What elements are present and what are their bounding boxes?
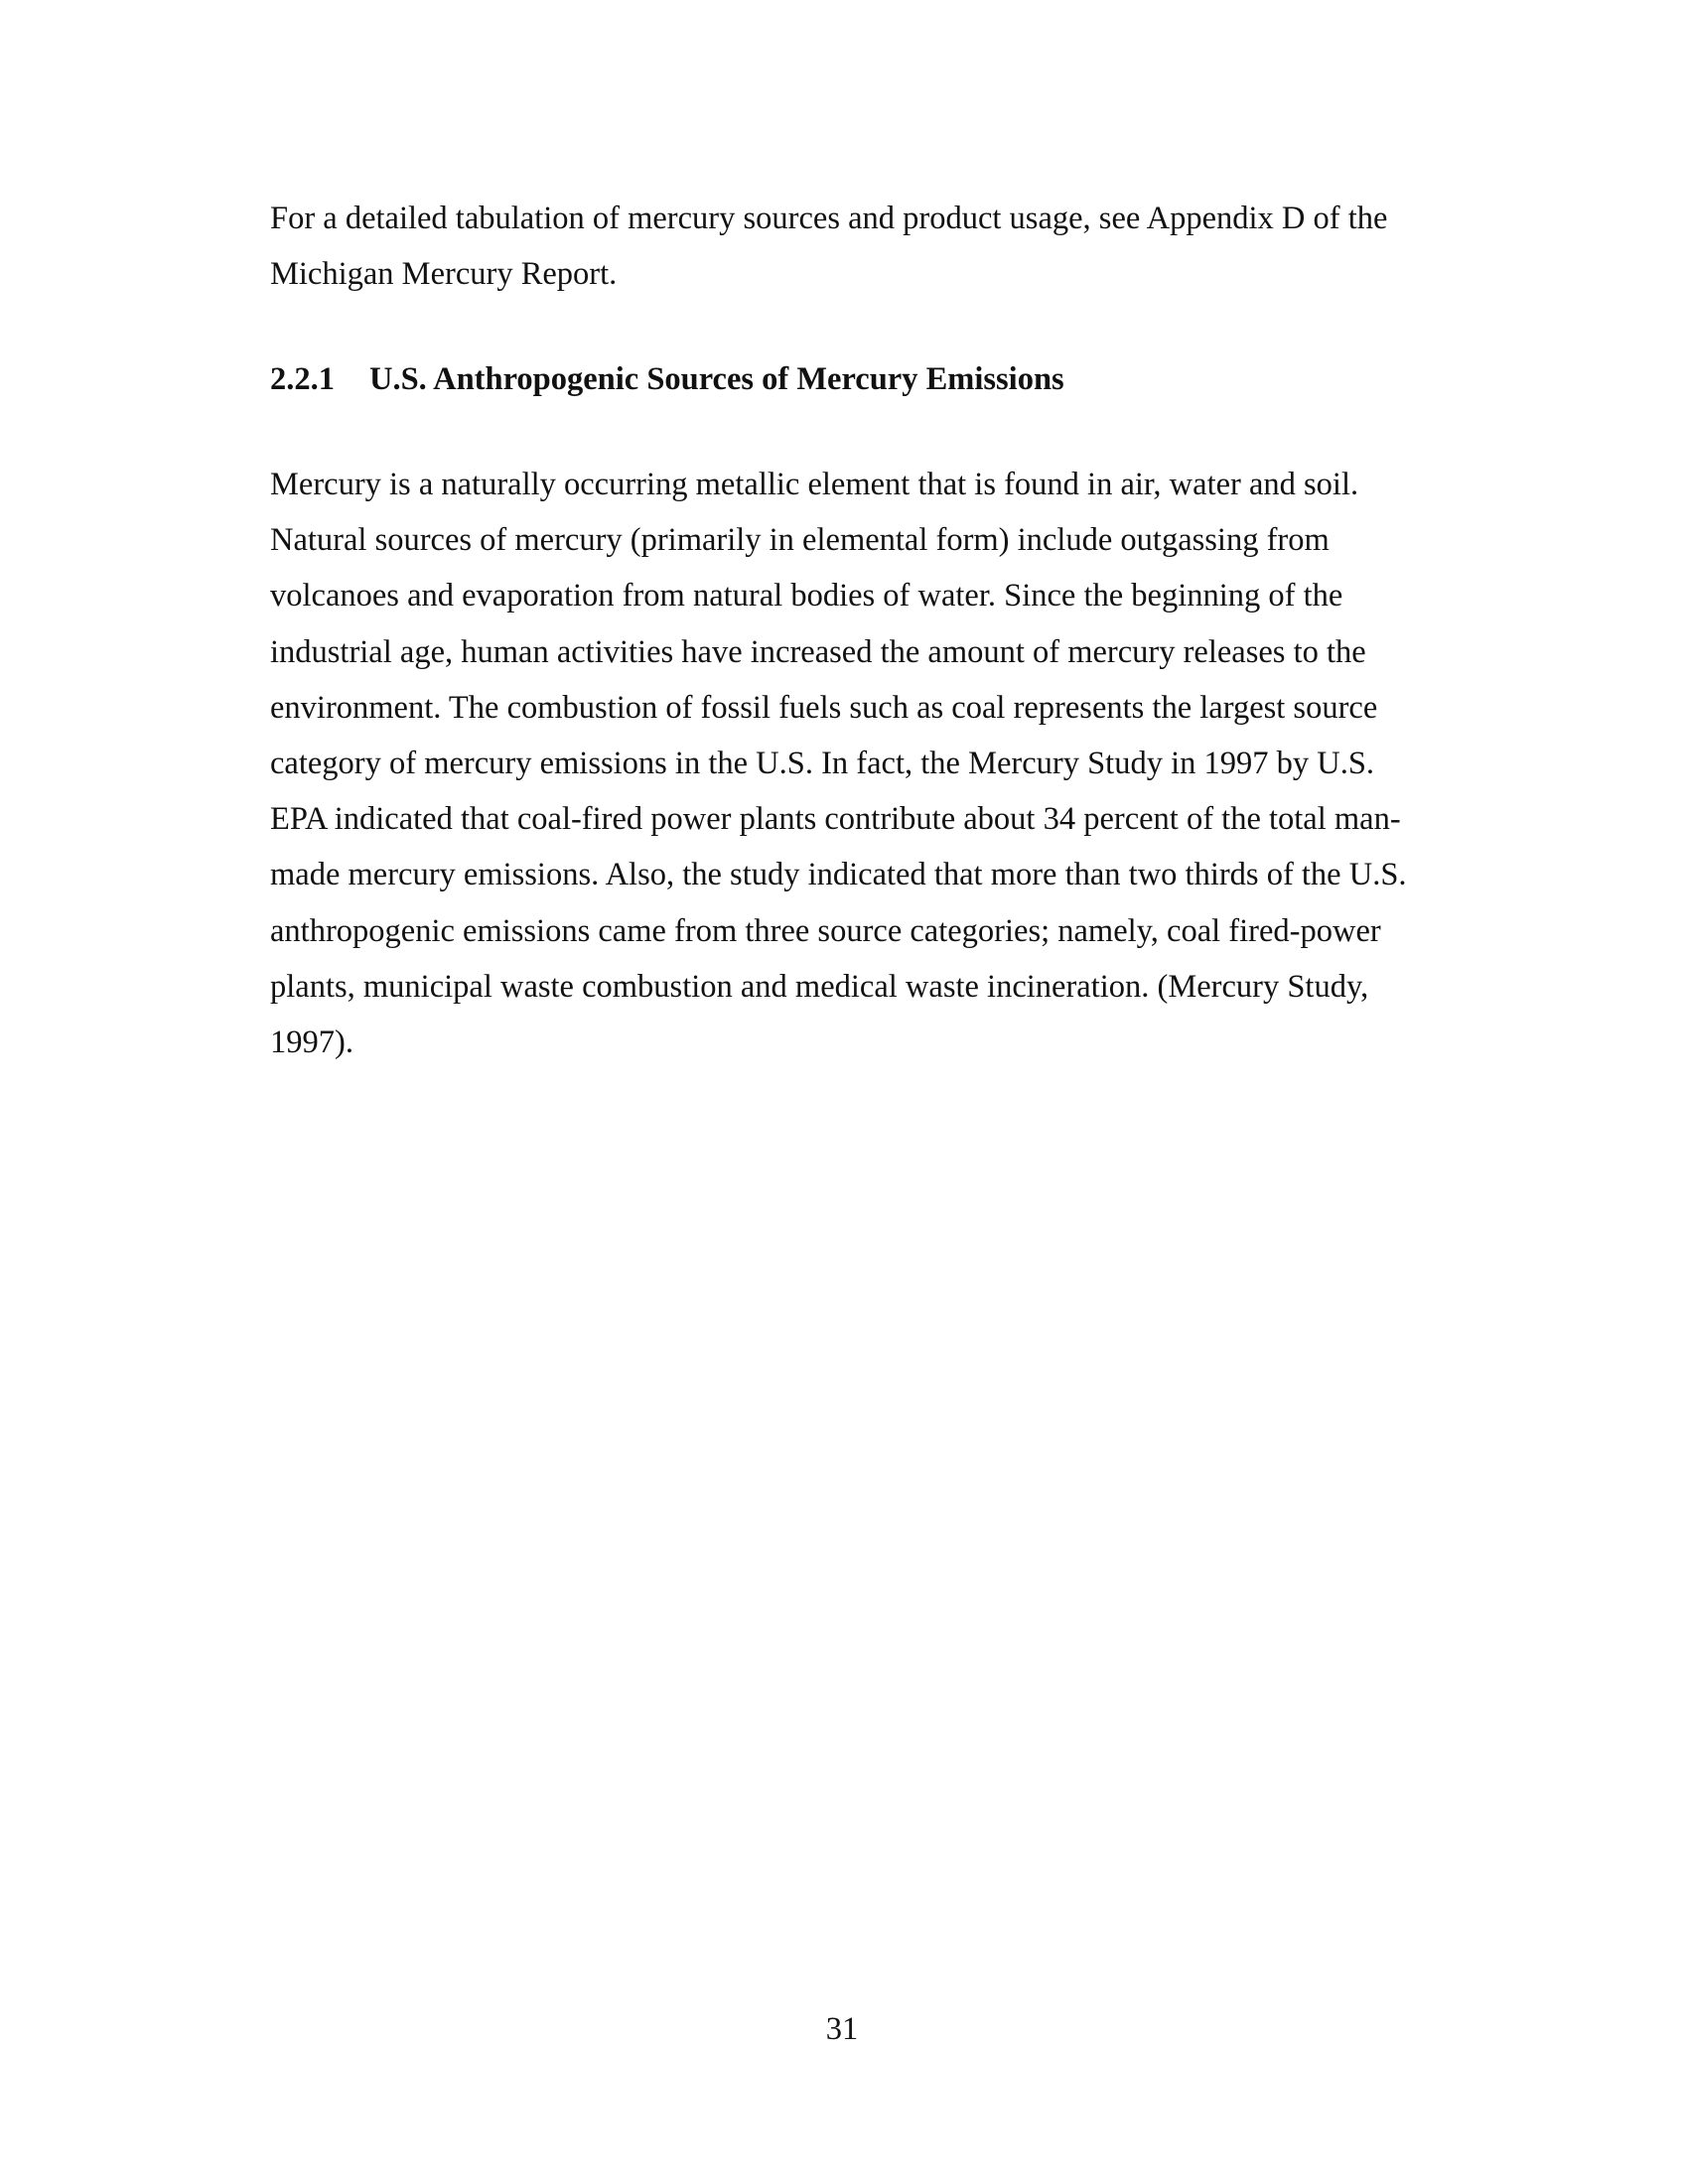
section-heading — [270, 359, 1064, 399]
intro-line: Michigan Mercury Report. — [270, 256, 618, 293]
body-line: Mercury is a naturally occurring metallic element that is found in air, water and soil. — [270, 467, 1359, 502]
section-number: 2.2.1 — [270, 361, 335, 397]
intro-line: For a detailed tabulation of mercury sources and product usage, see Appendix D of the — [270, 201, 1388, 236]
body-line: made mercury emissions. Also, the study indicated that more than two thirds of the U.S. — [270, 857, 1407, 893]
section-title: U.S. Anthropogenic Sources of Mercury Emissions — [369, 361, 1064, 397]
body-line: EPA indicated that coal-fired power plants contribute about 34 percent of the total man- — [270, 801, 1401, 838]
body-line: industrial age, human activities have increased the amount of mercury releases to the — [270, 633, 1366, 670]
page-number: 31 — [825, 2011, 859, 2047]
body-paragraph — [270, 457, 1442, 1070]
body-line: environment. The combustion of fossil fuels such as coal represents the largest source — [270, 689, 1378, 726]
intro-paragraph — [270, 191, 1442, 302]
body-line: category of mercury emissions in the U.S. In fact, the Mercury Study in 1997 by U.S. — [270, 746, 1375, 782]
body-line: anthropogenic emissions came from three source categories; namely, coal fired-power — [270, 912, 1381, 949]
body-line: 1997). — [270, 1024, 353, 1061]
body-line: Natural sources of mercury (primarily in elemental form) include outgassing from — [270, 522, 1330, 559]
body-line: volcanoes and evaporation from natural bodies of water. Since the beginning of the — [270, 578, 1343, 614]
body-line: plants, municipal waste combustion and medical waste incineration. (Mercury Study, — [270, 968, 1369, 1005]
